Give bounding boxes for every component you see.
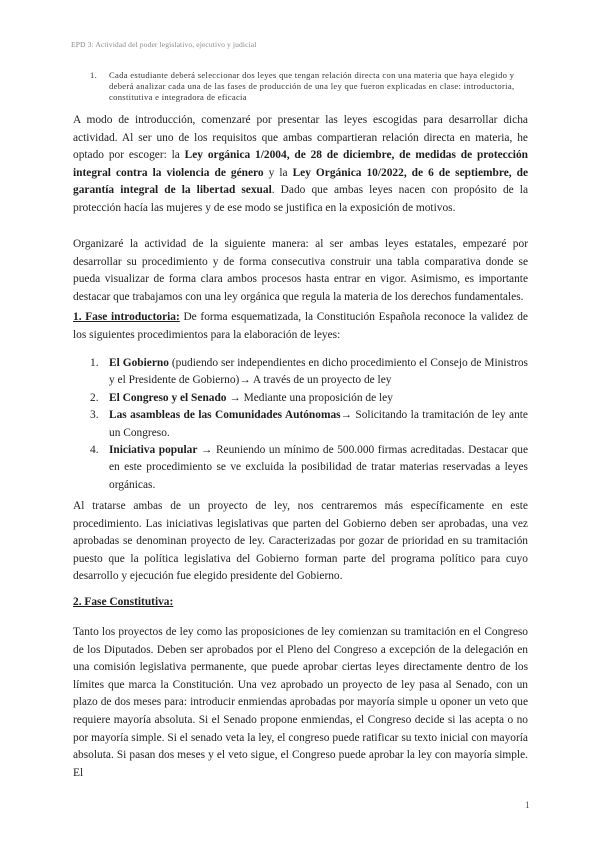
list-item-title: Las asambleas de las Comunidades Autónomas xyxy=(109,409,341,422)
list-item-title: El Gobierno xyxy=(109,357,169,369)
fase-2-paragraph: Tanto los proyectos de ley como las proposiciones de ley comienzan su tramitación en el Congreso de los Diputados. Deben ser aprobados por el Pleno del Congreso a excepción de la delegación en una comisión legislativa permanente, que puede aprobar ciertas leyes directamente dentro de los límites que marca la Constitución. Una vez aprobado un proyecto de ley pasa al Senado, con un plazo de dos meses para: introducir enmiendas aprobadas por mayoría simple u oponer un veto que requiere mayoría absoluta. Si el Senado propone enmiendas, el Congreso decide si las acepta o no por mayoría simple. Si el senado veta la ley, el congreso puede ratificar su texto inicial con mayoría absoluta. Si pasan dos meses y el veto sigue, el Congreso puede aprobar la ley con mayoría simple. El xyxy=(73,626,528,779)
list-item: 1. El Gobierno (pudiendo ser independientes en dicho procedimiento el Consejo de Ministros y el Presidente de Gobierno)→ A través de un proyecto de ley xyxy=(90,357,528,387)
fase-1-intro-text: De forma esquematizada, la Constitución Española reconoce la validez de los siguientes procedimientos para la elaboración de leyes: xyxy=(73,311,528,341)
law-2-title: Ley Orgánica 10/2022, de 6 de septiembre, de garantía integral de la libertad sexual xyxy=(73,166,528,197)
page-header: EPD 3: Actividad del poder legislativo, ejecutivo y judicial xyxy=(71,40,257,49)
task-statement xyxy=(90,70,527,104)
list-item-text: → Mediante una proposición de ley xyxy=(226,391,393,404)
list-item-text: (pudiendo ser independientes en dicho procedimiento el Consejo de Ministros y el Presidente de Gobierno)→ A través de un proyecto de ley xyxy=(109,357,528,387)
list-item-text: → Reuniendo un mínimo de 500.000 firmas acreditadas. Destacar que en este procedimiento se ve excluida la posibilidad de tratar materias reservadas a leyes orgánicas. xyxy=(109,444,528,491)
task-number: 1. xyxy=(90,70,98,80)
page-number: 1 xyxy=(525,800,530,810)
list-item: 4. Iniciativa popular → Reuniendo un mínimo de 500.000 firmas acreditadas. Destacar que en este procedimiento se ve excluida la posibilidad de tratar materias reservadas a leyes orgánicas. xyxy=(90,444,528,491)
list-item-text: → Solicitando la tramitación de ley ante un Congreso. xyxy=(109,409,528,439)
fase-1-paragraph xyxy=(73,309,528,344)
list-item: 2. El Congreso y el Senado → Mediante una proposición de ley xyxy=(90,391,393,404)
list-item-title: El Congreso y el Senado xyxy=(109,391,227,404)
list-item: 3. Las asambleas de las Comunidades Autónomas→ Solicitando la tramitación de ley ante un Congreso. xyxy=(90,409,528,439)
procedure-list xyxy=(73,355,528,494)
intro-paragraph xyxy=(73,112,528,218)
intro-text-b: . Dado que ambas leyes nacen con propósito de la protección hacía las mujeres y de ese modo se justifica en la exposición de motivos. xyxy=(73,184,528,214)
list-item-title: Iniciativa popular xyxy=(109,444,198,457)
organization-paragraph: Organizaré la actividad de la siguiente manera: al ser ambas leyes estatales, empezaré por desarrollar su procedimiento y de forma consecutiva construir una tabla comparativa donde se pueda visualizar de forma clara ambos procesos hasta entrar en vigor. Asimismo, es importante destacar que trabajamos con una ley orgánica que regula la materia de los derechos fundamentales. xyxy=(73,238,528,303)
proyecto-ley-paragraph: Al tratarse ambas de un proyecto de ley, nos centraremos más específicamente en este procedimiento. Las iniciativas legislativas que parten del Gobierno deben ser aprobadas, una vez aprobadas se denominan proyecto de ley. Caracterizadas por gozar de prioridad en su tramitación puesto que la política legislativa del Gobierno forman parte del programa político para cuyo desarrollo y ejecución fue elegido presidente del Gobierno. xyxy=(73,500,528,583)
intro-text-a: A modo de introducción, comenzaré por presentar las leyes escogidas para desarrollar dicha actividad. Al ser uno de los requisitos que ambas compartieran relación directa en materia, he optado por escoger: la xyxy=(73,114,528,162)
fase-1-heading: 1. Fase introductoria: xyxy=(73,311,180,323)
fase-2-heading: 2. Fase Constitutiva: xyxy=(73,596,174,608)
law-1-title: Ley orgánica 1/2004, de 28 de diciembre, de medidas de protección integral contra la violencia de género xyxy=(73,149,528,179)
task-text: Cada estudiante deberá seleccionar dos leyes que tengan relación directa con una materia que haya elegido y deberá analizar cada una de las fases de producción de una ley que fueron explicadas en clase: introductoria, constitutiva e integradora de eficacia xyxy=(109,70,515,103)
intro-text-and: y la xyxy=(263,166,293,179)
